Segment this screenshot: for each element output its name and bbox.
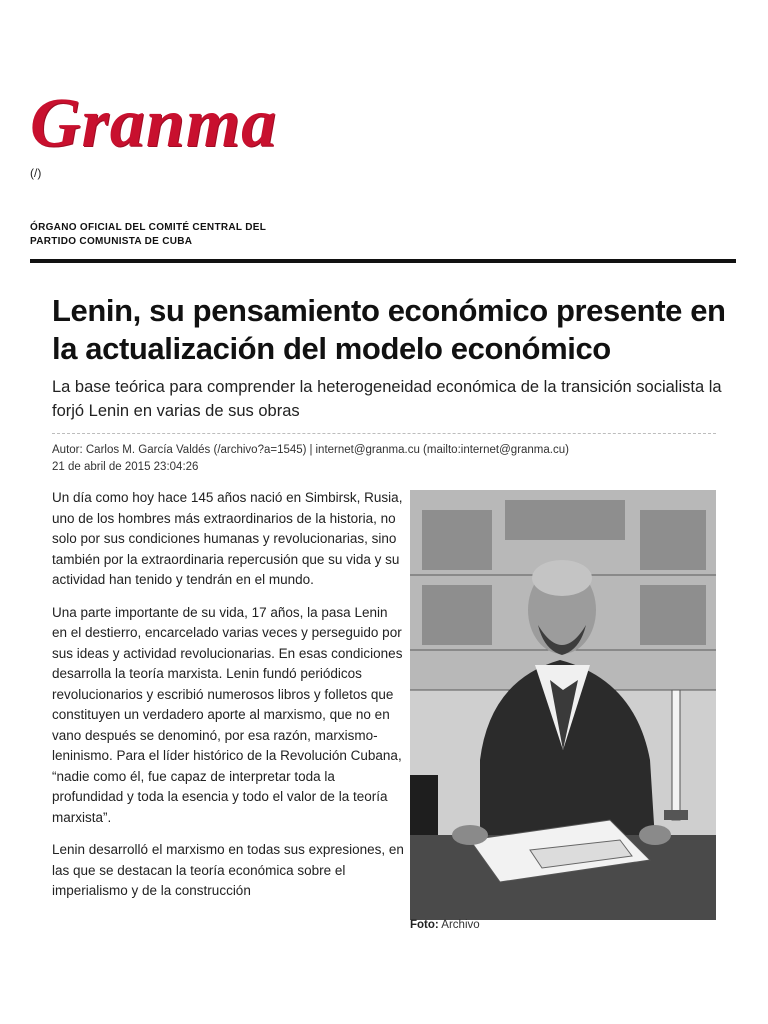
meta-divider: [52, 433, 716, 434]
paragraph: Un día como hoy hace 145 años nació en Simbirsk, Rusia, uno de los hombres más extraordinarios de la historia, no solo por sus condiciones humanas y revolucionarias, sino también por la extraordinaria repercusión que su vida y su actividad han tenido y tendrán en el mundo.: [52, 490, 403, 587]
article-subtitle: La base teórica para comprender la heterogeneidad económica de la transición socialista la forjó Lenin en varias de sus obras: [52, 378, 722, 420]
caption-text: Archivo: [438, 919, 480, 931]
article-title: Lenin, su pensamiento económico presente en la actualización del modelo económico: [52, 293, 726, 366]
header-rule: [30, 259, 736, 263]
article-body: [52, 488, 404, 914]
author-link[interactable]: Autor: Carlos M. García Valdés (/archivo?a=1545): [52, 444, 307, 456]
email-link[interactable]: internet@granma.cu (mailto:internet@granma.cu): [315, 444, 569, 456]
organ-tagline-line1: ÓRGANO OFICIAL DEL COMITÉ CENTRAL DEL: [30, 222, 267, 233]
meta-separator: |: [309, 444, 313, 456]
granma-logo[interactable]: Granma: [30, 85, 278, 162]
article-meta: [52, 442, 732, 476]
photo-caption: [410, 919, 716, 931]
home-link[interactable]: (/): [30, 166, 42, 180]
paragraph: Lenin desarrolló el marxismo en todas sus expresiones, en las que se destacan la teoría económica sobre el imperialismo y de la construcción: [52, 842, 404, 898]
paragraph: Una parte importante de su vida, 17 años, la pasa Lenin en el destierro, encarcelado varias veces y perseguido por sus ideas y actividad revolucionarias. En esas condiciones desarrolla la teoría marxista. Lenin fundó periódicos revolucionarios y escribió numerosos libros y folletos que constituyen un verdadero aporte al marxismo, que no en vano después se denominó, por esa razón, marxismo-leninismo. Para el líder histórico de la Revolución Cubana, “nadie como él, fue capaz de interpretar toda la profundidad y toda la esencia y todo el valor de la teoría marxista”.: [52, 604, 403, 825]
organ-tagline-line2: PARTIDO COMUNISTA DE CUBA: [30, 236, 193, 247]
article-date: 21 de abril de 2015 23:04:26: [52, 461, 199, 473]
lenin-portrait-image: [410, 490, 716, 920]
organ-tagline: [30, 221, 350, 249]
caption-label: Foto:: [410, 919, 439, 931]
